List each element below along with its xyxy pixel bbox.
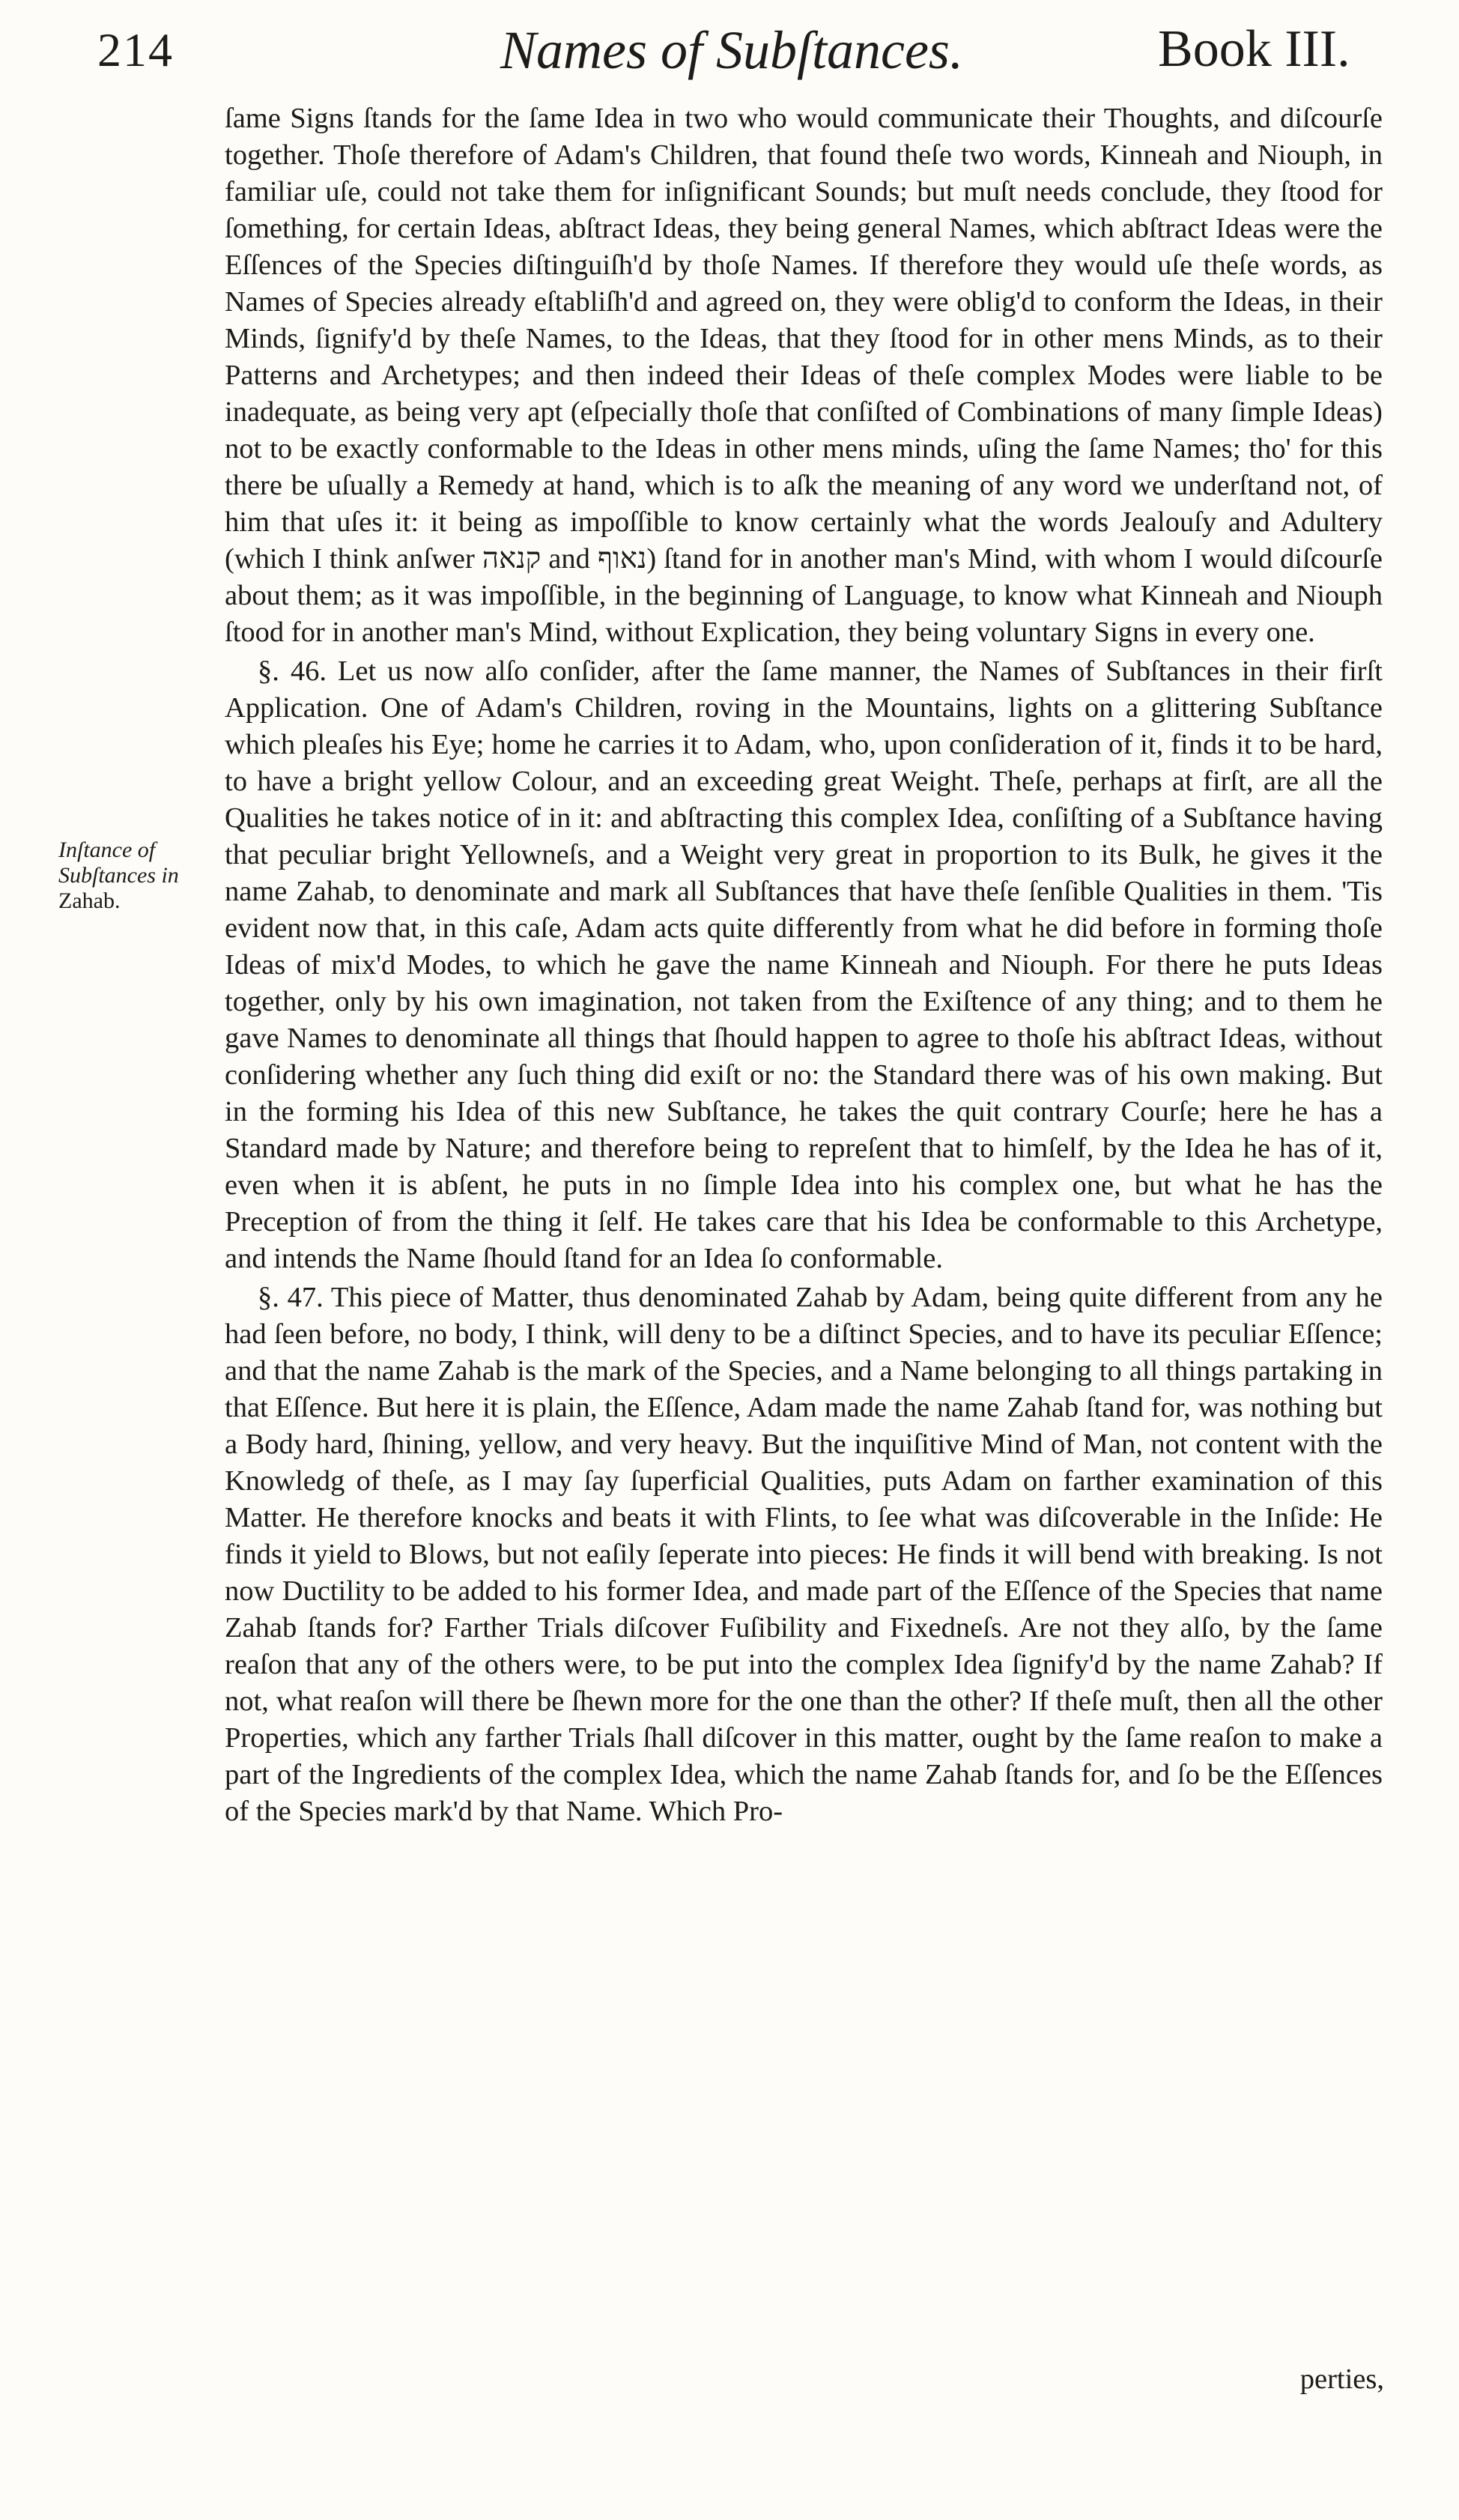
margin-note-line: Zahab. [58, 888, 121, 913]
paragraph-section-47: §. 47. This piece of Matter, thus denominated Zahab by Adam, being quite different from any he had ſeen before, no body, I think, will deny to be a diſtinct Species, and to have its peculiar Eſſence; and that the name Zahab is the mark of the Species, and a Name belonging to all things partaking in that Eſſence. But here it is plain, the Eſſence, Adam made the name Zahab ſtand for, was nothing but a Body hard, ſhining, yellow, and very heavy. But the inquiſitive Mind of Man, not content with the Knowledg of theſe, as I may ſay ſuperficial Qualities, puts Adam on farther examination of this Matter. He therefore knocks and beats it with Flints, to ſee what was diſcoverable in the Inſide: He finds it yield to Blows, but not eaſily ſeperate into pieces: He finds it will bend with breaking. Is not now Ductility to be added to his former Idea, and made part of the Eſſence of the Species that name Zahab ſtands for? Farther Trials diſcover Fuſibility and Fixedneſs. Are not they alſo, by the ſame reaſon that any of the others were, to be put into the complex Idea ſignify'd by the name Zahab? If not, what reaſon will there be ſhewn more for the one than the other? If theſe muſt, then all the other Properties, which any farther Trials ſhall diſcover in this matter, ought by the ſame reaſon to make a part of the Ingredients of the complex Idea, which the name Zahab ſtands for, and ſo be the Eſſences of the Species mark'd by that Name. Which Pro- [225, 1282, 1383, 1827]
margin-note [58, 838, 225, 914]
margin-note-line: Inſtance of [58, 838, 156, 862]
paragraph-section-46: §. 46. Let us now alſo conſider, after the ſame manner, the Names of Subſtances in their firſt Application. One of Adam's Children, roving in the Mountains, lights on a glittering Subſtance which pleaſes his Eye; home he carries it to Adam, who, upon conſideration of it, finds it to be hard, to have a bright yellow Colour, and an exceeding great Weight. Theſe, perhaps at firſt, are all the Qualities he takes notice of in it: and abſtracting this complex Idea, conſiſting of a Subſtance having that peculiar bright Yellowneſs, and a Weight very great in proportion to its Bulk, he gives it the name Zahab, to denominate and mark all Subſtances that have theſe ſenſible Qualities in them. 'Tis evident now that, in this caſe, Adam acts quite differently from what he did before in forming thoſe Ideas of mix'd Modes, to which he gave the name Kinneah and Niouph. For there he puts Ideas together, only by his own imagination, not taken from the Exiſtence of any thing; and to them he gave Names to denominate all things that ſhould happen to agree to thoſe his abſtract Ideas, without conſidering whether any ſuch thing did exiſt or no: the Standard there was of his own making. But in the forming his Idea of this new Subſtance, he takes the quit contrary Courſe; here he has a Standard made by Nature; and therefore being to repreſent that to himſelf, by the Idea he has of it, even when it is abſent, he puts in no ſimple Idea into his complex one, but what he has the Preception of from the thing it ſelf. He takes care that his Idea be conformable to this Archetype, and intends the Name ſhould ſtand for an Idea ſo conformable. [225, 655, 1383, 1274]
margin-note-line: Subſtances in [58, 863, 179, 888]
paragraph-continued: ſame Signs ſtands for the ſame Idea in two who would communicate their Thoughts, and diſcourſe together. Thoſe therefore of Adam's Children, that found theſe two words, Kinneah and Niouph, in familiar uſe, could not take them for inſignificant Sounds; but muſt needs conclude, they ſtood for ſomething, for certain Ideas, abſtract Ideas, they being general Names, which abſtract Ideas were the Eſſences of the Species diſtinguiſh'd by thoſe Names. If therefore they would uſe theſe words, as Names of Species already eſtabliſh'd and agreed on, they were oblig'd to conform the Ideas, in their Minds, ſignify'd by theſe Names, to the Ideas, that they ſtood for in other mens Minds, as to their Patterns and Archetypes; and then indeed their Ideas of theſe complex Modes were liable to be inadequate, as being very apt (eſpecially thoſe that conſiſted of Combinations of many ſimple Ideas) not to be exactly conformable to the Ideas in other mens minds, uſing the ſame Names; tho' for this there be uſually a Remedy at hand, which is to aſk the meaning of any word we underſtand not, of him that uſes it: it being as impoſſible to know certainly what the words Jealouſy and Adultery (which I think anſwer קנאה and נאוף) ſtand for in another man's Mind, with whom I would diſcourſe about them; as it was impoſſible, in the beginning of Language, to know what Kinneah and Niouph ſtood for in another man's Mind, without Explication, they being voluntary Signs in every one. [225, 103, 1383, 648]
catchword: perties, [1299, 2363, 1384, 2395]
running-title: Names of Subſtances. [500, 20, 963, 80]
book-label: Book III. [1158, 20, 1350, 78]
page-header [0, 16, 1459, 99]
body-text [225, 100, 1383, 1830]
page-number: 214 [97, 23, 174, 76]
